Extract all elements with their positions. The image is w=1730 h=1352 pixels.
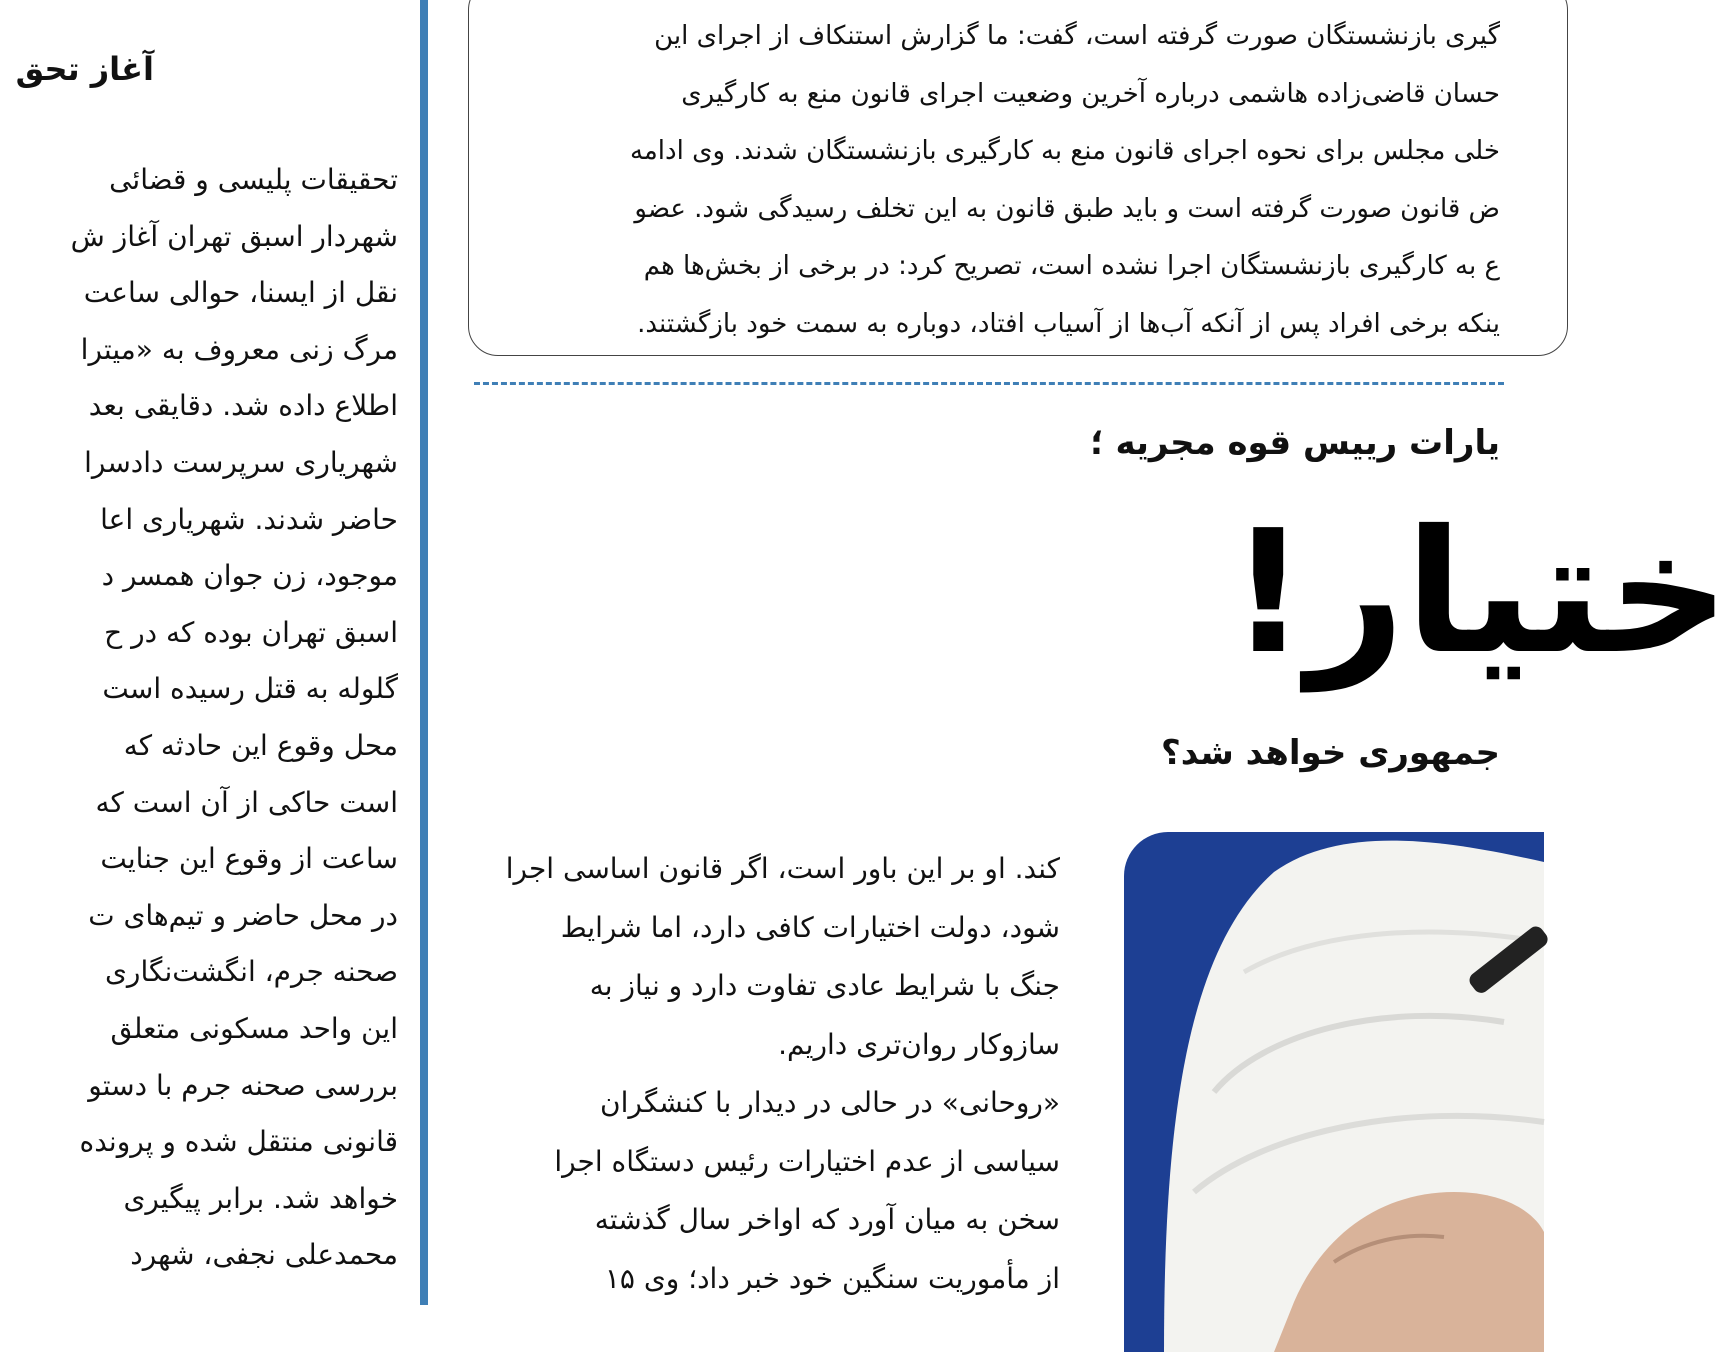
mid-article-line: از مأموریت سنگین خود خبر داد؛ وی ۱۵ bbox=[604, 1261, 1060, 1295]
top-box-line: خلی مجلس برای نحوه اجرای قانون منع به کارگیری بازنشستگان شدند. وی ادامه bbox=[629, 136, 1500, 166]
left-article-body bbox=[0, 152, 398, 1284]
top-box-line: ع به کارگیری بازنشستگان اجرا نشده است، تصریح کرد: در برخی از بخش‌ها هم bbox=[643, 251, 1500, 281]
top-box-line: گیری بازنشستگان صورت گرفته است، گفت: ما گزارش استنکاف از اجرای این bbox=[654, 21, 1500, 51]
left-article bbox=[0, 0, 412, 1305]
top-box-line: ینکه برخی افراد پس از آنکه آب‌ها از آسیاب افتاد، دوباره به سمت خود بازگشتند. bbox=[637, 308, 1500, 339]
mid-article-line: سازوکار روان‌تری داریم. bbox=[778, 1027, 1060, 1061]
top-box-line: حسان قاضی‌زاده هاشمی درباره آخرین وضعیت اجرای قانون منع به کارگیری bbox=[681, 78, 1500, 109]
left-article-line: است حاکی از آن است که bbox=[95, 785, 398, 819]
left-article-line: مرگ زنی معروف به «میترا bbox=[80, 332, 398, 366]
left-article-line: بررسی صحنه جرم با دستو bbox=[88, 1068, 398, 1102]
left-article-line: قانونی منتقل شده و پرونده bbox=[79, 1125, 398, 1159]
left-article-line: ساعت از وقوع این جنایت bbox=[100, 842, 398, 876]
left-article-line: گلوله به قتل رسیده است bbox=[102, 672, 398, 706]
left-article-line: حاضر شدند. شهریاری اعا bbox=[100, 502, 398, 536]
left-article-line: این واحد مسکونی متعلق bbox=[110, 1011, 398, 1045]
dashed-separator bbox=[474, 382, 1504, 385]
left-article-line: در محل حاضر و تیم‌های ت bbox=[88, 898, 398, 932]
mid-article-line: کند. او بر این باور است، اگر قانون اساسی اجرا bbox=[505, 852, 1060, 885]
left-article-line: محمدعلی نجفی، شهرد bbox=[130, 1238, 398, 1272]
photo-illustration bbox=[1124, 832, 1544, 1352]
left-article-line: موجود، زن جوان همسر د bbox=[101, 559, 398, 593]
mid-article-line: «روحانی» در حالی در دیدار با کنشگران bbox=[600, 1086, 1060, 1119]
left-article-line: خواهد شد. برابر پیگیری bbox=[123, 1181, 398, 1215]
mid-article-body bbox=[480, 840, 1060, 1308]
mid-article-line: سخن به میان آورد که اواخر سال گذشته bbox=[594, 1203, 1060, 1236]
headline-main: ختیار! bbox=[1229, 494, 1730, 692]
article-photo bbox=[1124, 832, 1544, 1352]
left-article-line: شهریاری سرپرست دادسرا bbox=[84, 445, 398, 479]
left-article-line: صحنه جرم، انگشت‌نگاری bbox=[105, 955, 398, 989]
left-article-line: شهردار اسبق تهران آغاز ش bbox=[70, 219, 398, 253]
left-article-line: تحقیقات پلیسی و قضائی bbox=[109, 163, 398, 196]
mid-article-line: سیاسی از عدم اختیارات رئیس دستگاه اجرا bbox=[554, 1144, 1060, 1178]
left-article-title bbox=[0, 38, 154, 162]
mid-article-line: جنگ با شرایط عادی تفاوت دارد و نیاز به bbox=[589, 969, 1060, 1002]
left-article-line: اطلاع داده شد. دقایقی بعد bbox=[88, 389, 398, 423]
left-article-line: اسبق تهران بوده که در ح bbox=[104, 615, 398, 649]
left-article-line: نقل از ایسنا، حوالی ساعت bbox=[83, 276, 398, 310]
column-divider bbox=[420, 0, 428, 1305]
mid-article-line: شود، دولت اختیارات کافی دارد، اما شرایط bbox=[560, 910, 1060, 944]
headline-kicker: یارات رییس قوه مجریه ؛ bbox=[1090, 423, 1500, 463]
left-article-line: محل وقوع این حادثه که bbox=[123, 728, 398, 762]
top-box-article bbox=[505, 8, 1500, 353]
top-box-line: ض قانون صورت گرفته است و باید طبق قانون به این تخلف رسیدگی شود. عضو bbox=[634, 193, 1500, 224]
left-article-title-line-1: آغاز تحق bbox=[15, 50, 154, 88]
headline-subhead: جمهوری خواهد شد؟ bbox=[1161, 733, 1500, 773]
